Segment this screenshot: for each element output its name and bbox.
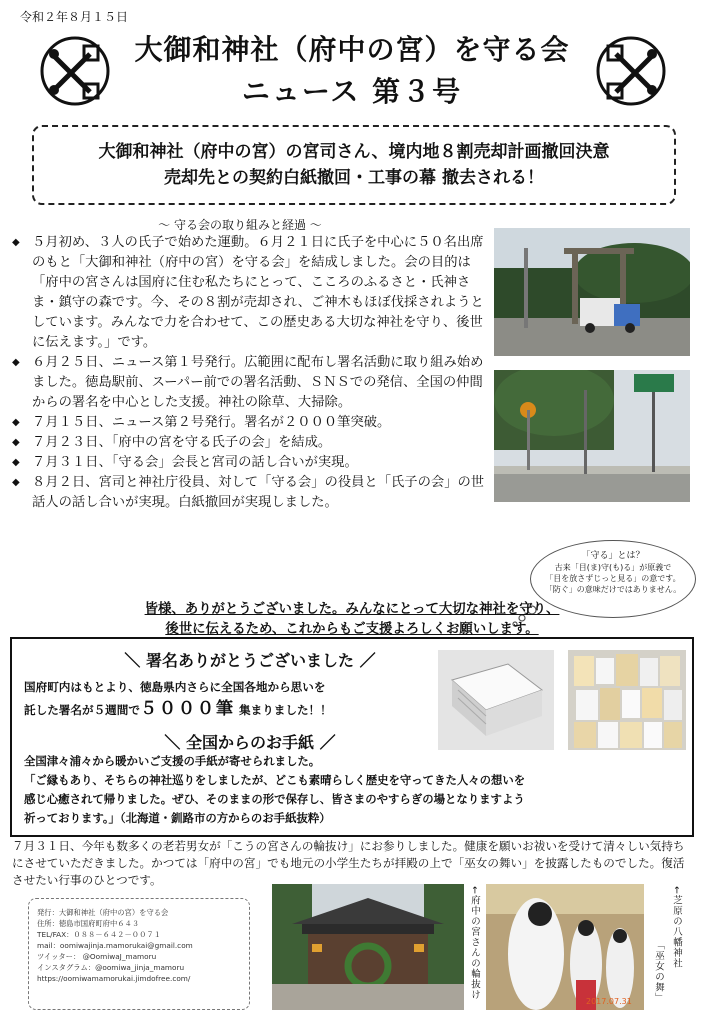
caption-shibahara: ←芝原の八幡神社 [671,886,682,969]
list-item: ◆ ５月初め、３人の氏子で始めた運動。６月２１日に氏子を中心に５０名出席のもと「大御和神社（府中の宮）を守る会」を結成しました。会の目的は「府中の宮さんは国府に住む私たちにとって、こころのふるさと・氏神さま・鎮守の森です。今、その８割が売却され、ご神木もほぼ伐採されようとしています。みんなで力を合わせて、この歴史ある大切な神社を守り、後世に伝えます。」です。 [10,233,488,353]
headline-box [32,125,676,205]
photo-shrine-wanuke [272,884,464,1010]
signatures-line2b: 集まりました！！ [234,703,332,717]
info-mail[interactable]: mail：oomiwajinja.mamorukai@gmail.com [37,941,193,950]
photo-shrine-gate-truck [494,228,690,356]
letters-line1: 全国津々浦々から暖かいご支援の手紙が寄せられました。 [24,754,321,768]
list-item: ◆ ７月１５日、ニュース第２号発行。署名が２０００筆突破。 [10,413,488,433]
caption-wanuke: ←府中の宮さんの輪抜け [469,886,480,1000]
list-item: ◆ ７月３１日、「守る会」会長と宮司の話し合いが実現。 [10,453,488,473]
info-address: 住所：徳島市国府町府中６４３ [37,919,140,928]
list-item: ◆ ８月２日、宮司と神社庁役員、対して「守る会」の役員と「氏子の会」の世話人の話し合いが実現。白紙撤回が実現しました。 [10,473,488,513]
info-publisher: 発行：大御和神社（府中の宮）を守る会 [37,908,169,917]
issue-date: 令和２年８月１５日 [20,10,129,24]
caption-miko: 「巫女の舞」 [653,940,664,1003]
bubble-title: 「守る」とは？ [581,551,645,561]
headline-line1: 大御和神社（府中の宮）の宮司さん、境内地８割売却計画撤回決意 [98,142,610,162]
signatures-heading: ＼ 署名ありがとうございました ／ [124,651,376,670]
photo-miko-dance [486,884,644,1010]
thanks-message [20,600,684,640]
list-item: ◆ ７月２３日、「府中の宮を守る氏子の会」を結成。 [10,433,488,453]
info-twitter[interactable]: ツイッター： @OomiwaJ_mamoru [37,952,157,961]
newsletter-title: 大御和神社（府中の宮）を守る会 [134,33,570,66]
info-url[interactable]: https://oomiwamamorukai.jimdofree.com/ [37,974,191,983]
letters-line2: 「ご縁もあり、そちらの神社巡りをしましたが、どこも素晴らしく歴史を守ってきた人々の想いを [24,773,526,787]
signature-count: ５０００筆 [139,699,235,719]
photo-street-sign [494,370,690,502]
thanks-line1: 皆様、ありがとうございました。みんなにとって大切な神社を守り、 [144,602,560,617]
bubble-line: 古来「目(ま)守(も)る」が原義で [554,563,672,572]
bubble-line: 「防ぐ」の意味だけではありません。 [544,585,682,594]
letters-line4: 祈っております。」（北海道・釧路市の方からのお手紙抜粋） [24,811,331,825]
photo-date-stamp: 2017.07.31 [586,997,632,1006]
letters-text [24,752,690,828]
letters-heading: ＼ 全国からのお手紙 ／ [164,733,336,752]
signatures-line1: 国府町内はもとより、徳島県内さらに全国各地から思いを [24,680,326,694]
newsletter-issue: ニュース 第３号 [241,75,463,108]
signatures-text [24,676,434,721]
publisher-info [28,898,250,1010]
wanuke-paragraph: ７月３１日、今年も数多くの老若男女が「こうの宮さんの輪抜け」にお参りしました。健康を願いお祓いを受けて清々しい気持ちにさせていただきました。かつては「府中の宮」でも地元の小学生たちが拝殿の上で「巫女の舞い」を披露したものでした。復活させたい行事のひとつです。 [12,839,685,887]
photo-letters [568,650,686,750]
thanks-line2: 後世に伝えるため、これからもご支援よろしくお願いします。 [165,622,539,637]
info-tel: TEL/FAX：０８８－６４２－００７１ [37,930,161,939]
progress-list [10,233,488,513]
headline-line2: 売却先との契約白紙撤回・工事の幕 撤去される！ [164,168,544,188]
signatures-line2a: 託した署名が５週間で [24,703,140,717]
progress-heading: ～ 守る会の取り組みと経過 ～ [158,218,322,232]
info-instagram[interactable]: インスタグラム：@oomiwa_jinja_mamoru [37,963,185,972]
bubble-line: 「目を放さずじっと見る」の意です。 [545,574,681,583]
list-item: ◆ ６月２５日、ニュース第１号発行。広範囲に配布し署名活動に取り組み始めました。徳島駅前、スーパー前での署名活動、ＳＮＳでの発信、全国の仲間からの署名を中心とした支援。神社の除草、大掃除。 [10,353,488,413]
photo-signature-stacks [438,650,554,750]
letters-line3: 感じ心癒されて帰りました。ぜひ、そのままの形で保存し、皆さまのやすらぎの場となりますよう [24,792,525,806]
